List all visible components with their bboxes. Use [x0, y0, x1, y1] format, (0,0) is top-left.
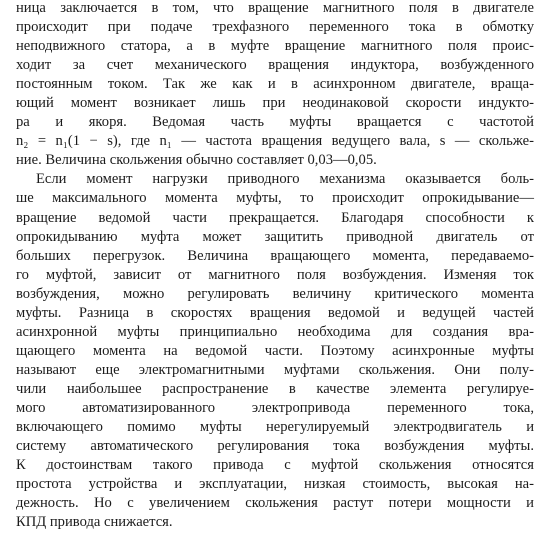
- text-line: щающего момента на ведомой части. Поэтому асинхронные муфты: [16, 342, 534, 359]
- text-line: возбуждения, можно регулировать величину критического момента: [16, 285, 534, 302]
- body-text: [16, 0, 534, 532]
- text-line: ходит за счет механического вращения индуктора, возбужденного: [16, 57, 534, 74]
- text-line-formula: n₂ = n₁(1 − s), где n₁ — частота вращения ведущего вала, s — скольже-: [16, 133, 534, 150]
- text-line: асинхронной муфты принципиально необходима для создания вра-: [16, 323, 534, 340]
- text-line: опрокидыванию муфта может защитить приводной двигатель от: [16, 228, 534, 245]
- text-line: ница заключается в том, что вращение магнитного поля в двигателе: [16, 0, 534, 16]
- text-line: го муфтой, зависит от магнитного поля возбуждения. Изменяя ток: [16, 266, 534, 283]
- text-line: неподвижного статора, а в муфте вращение магнитного поля проис-: [16, 38, 534, 55]
- text-line: ра и якоря. Ведомая часть муфты вращается с частотой: [16, 114, 534, 131]
- paragraph-1: [16, 0, 534, 170]
- text-line: дежность. Но с увеличением скольжения растут потери мощности и: [16, 495, 534, 512]
- text-line: вращение ведомой части прекращается. Благодаря способности к: [16, 209, 534, 226]
- text-line: происходит при подаче трехфазного переменного тока в обмотку: [16, 19, 534, 36]
- text-line: мого автоматизированного электропривода переменного тока,: [16, 399, 534, 416]
- text-line: муфты. Разница в скоростях вращения ведомой и ведущей частей: [16, 304, 534, 321]
- text-line: чили наибольшее распространение в качестве элемента регулируе-: [16, 380, 534, 397]
- paragraph-2: [16, 170, 534, 532]
- text-line: больших перегрузок. Величина вращающего момента, передаваемо-: [16, 247, 534, 264]
- text-line: КПД привода снижается.: [16, 514, 173, 531]
- text-line: ющий момент возникает лишь при неодинаковой скорости индукто-: [16, 95, 534, 112]
- text-line: называют еще электромагнитными муфтами скольжения. Они полу-: [16, 361, 534, 378]
- text-line: ше максимального момента муфты, то происходит опрокидывание—: [16, 190, 534, 207]
- text-line: Если момент нагрузки приводного механизма оказывается боль-: [36, 171, 534, 188]
- text-line: включающего помимо муфты нерегулируемый электродвигатель и: [16, 419, 534, 436]
- text-line: ние. Величина скольжения обычно составляет 0,03—0,05.: [16, 152, 377, 169]
- text-line: постоянным током. Так же как и в асинхронном двигателе, враща-: [16, 76, 534, 93]
- text-line: систему автоматического регулирования тока возбуждения муфты.: [16, 438, 534, 455]
- text-line: простота устройства и эксплуатации, низкая стоимость, высокая на-: [16, 476, 534, 493]
- text-line: К достоинствам такого привода с муфтой скольжения относятся: [16, 457, 534, 474]
